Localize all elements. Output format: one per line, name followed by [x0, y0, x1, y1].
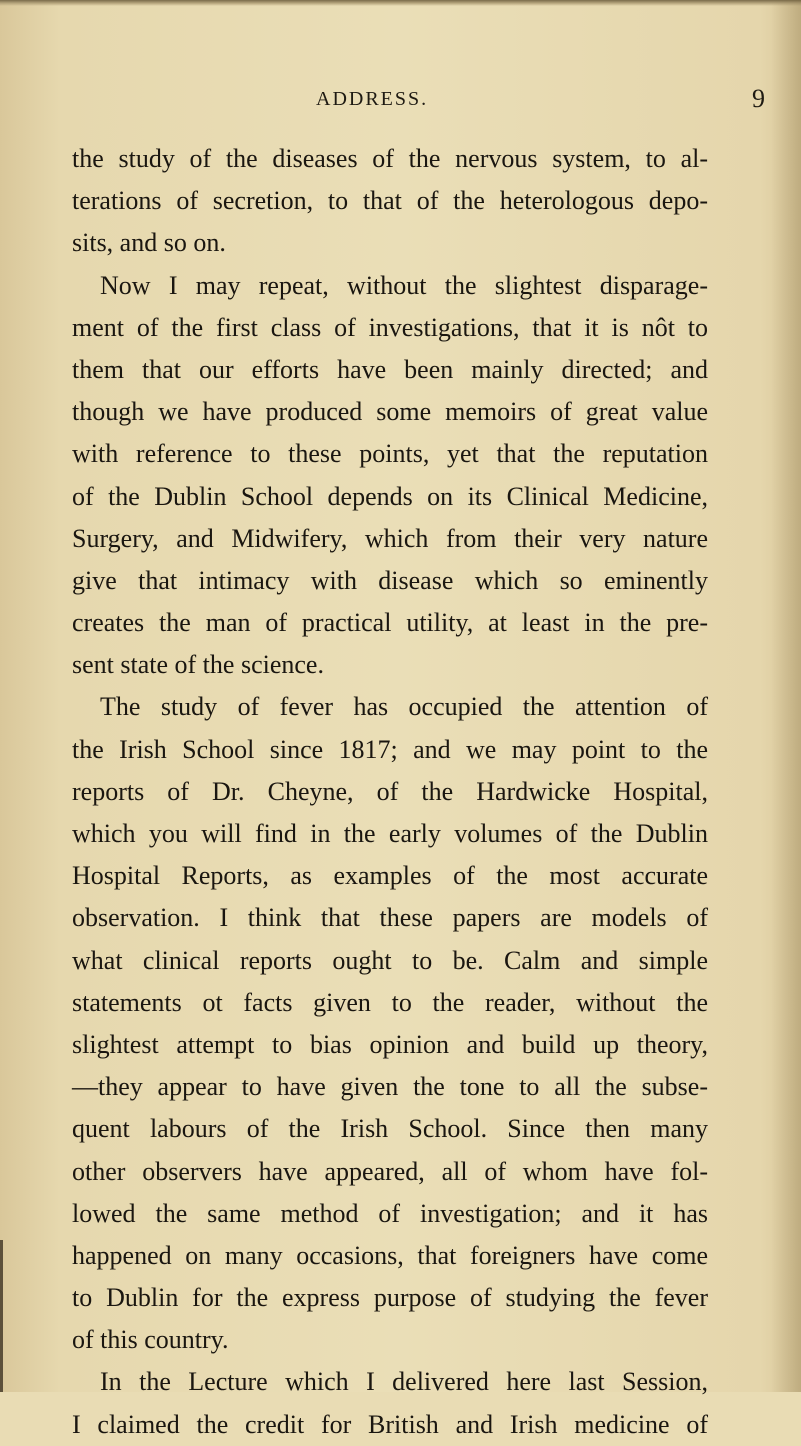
text-line: reports of Dr. Cheyne, of the Hardwicke Hospital, — [72, 776, 708, 806]
text-line: —they appear to have given the tone to all the subse- — [72, 1072, 708, 1102]
text-line: which you will find in the early volumes of the Dublin — [72, 819, 708, 848]
text-line: sent state of the science. — [72, 650, 324, 680]
text-line: In the Lecture which I delivered here last Session, — [100, 1367, 708, 1397]
text-line: of this country. — [72, 1325, 229, 1355]
text-line: ment of the first class of investigations, that it is nôt to — [72, 312, 708, 342]
text-line: sits, and so on. — [72, 228, 226, 258]
page-top-edge — [0, 0, 801, 6]
left-margin-rule — [0, 1240, 3, 1392]
text-line: The study of fever has occupied the attention of — [100, 692, 708, 722]
text-line: terations of secretion, to that of the heterologous depo- — [72, 186, 708, 216]
text-line: Hospital Reports, as examples of the most accurate — [72, 861, 708, 891]
text-line: of the Dublin School depends on its Clinical Medicine, — [72, 481, 708, 511]
running-head: ADDRESS. — [316, 88, 429, 110]
text-line: to Dublin for the express purpose of studying the fever — [72, 1283, 708, 1313]
page-number: 9 — [752, 84, 765, 113]
text-line: Now I may repeat, without the slightest disparage- — [100, 270, 708, 300]
text-line: though we have produced some memoirs of great value — [72, 397, 708, 427]
body-text — [72, 138, 708, 1446]
text-line: I claimed the credit for British and Irish medicine of — [72, 1409, 708, 1439]
text-line: Surgery, and Midwifery, which from their very nature — [72, 523, 708, 553]
text-line: quent labours of the Irish School. Since then many — [72, 1114, 708, 1144]
text-line: creates the man of practical utility, at least in the pre- — [72, 608, 708, 638]
text-line: give that intimacy with disease which so eminently — [72, 565, 708, 595]
text-line: the Irish School since 1817; and we may point to the — [72, 734, 708, 764]
text-line: what clinical reports ought to be. Calm and simple — [72, 945, 708, 975]
page-header — [0, 84, 801, 124]
text-line: slightest attempt to bias opinion and build up theory, — [72, 1029, 708, 1059]
page-edge-shadow — [771, 0, 801, 1392]
text-line: other observers have appeared, all of whom have fol- — [72, 1156, 708, 1186]
text-line: statements ot facts given to the reader, without the — [72, 987, 708, 1017]
text-line: with reference to these points, yet that the reputation — [72, 439, 708, 469]
text-line: the study of the diseases of the nervous system, to al- — [72, 144, 708, 173]
text-line: lowed the same method of investigation; and it has — [72, 1198, 708, 1228]
text-line: them that our efforts have been mainly directed; and — [72, 354, 708, 384]
text-line: observation. I think that these papers are models of — [72, 903, 708, 933]
text-line: happened on many occasions, that foreigners have come — [72, 1240, 708, 1270]
